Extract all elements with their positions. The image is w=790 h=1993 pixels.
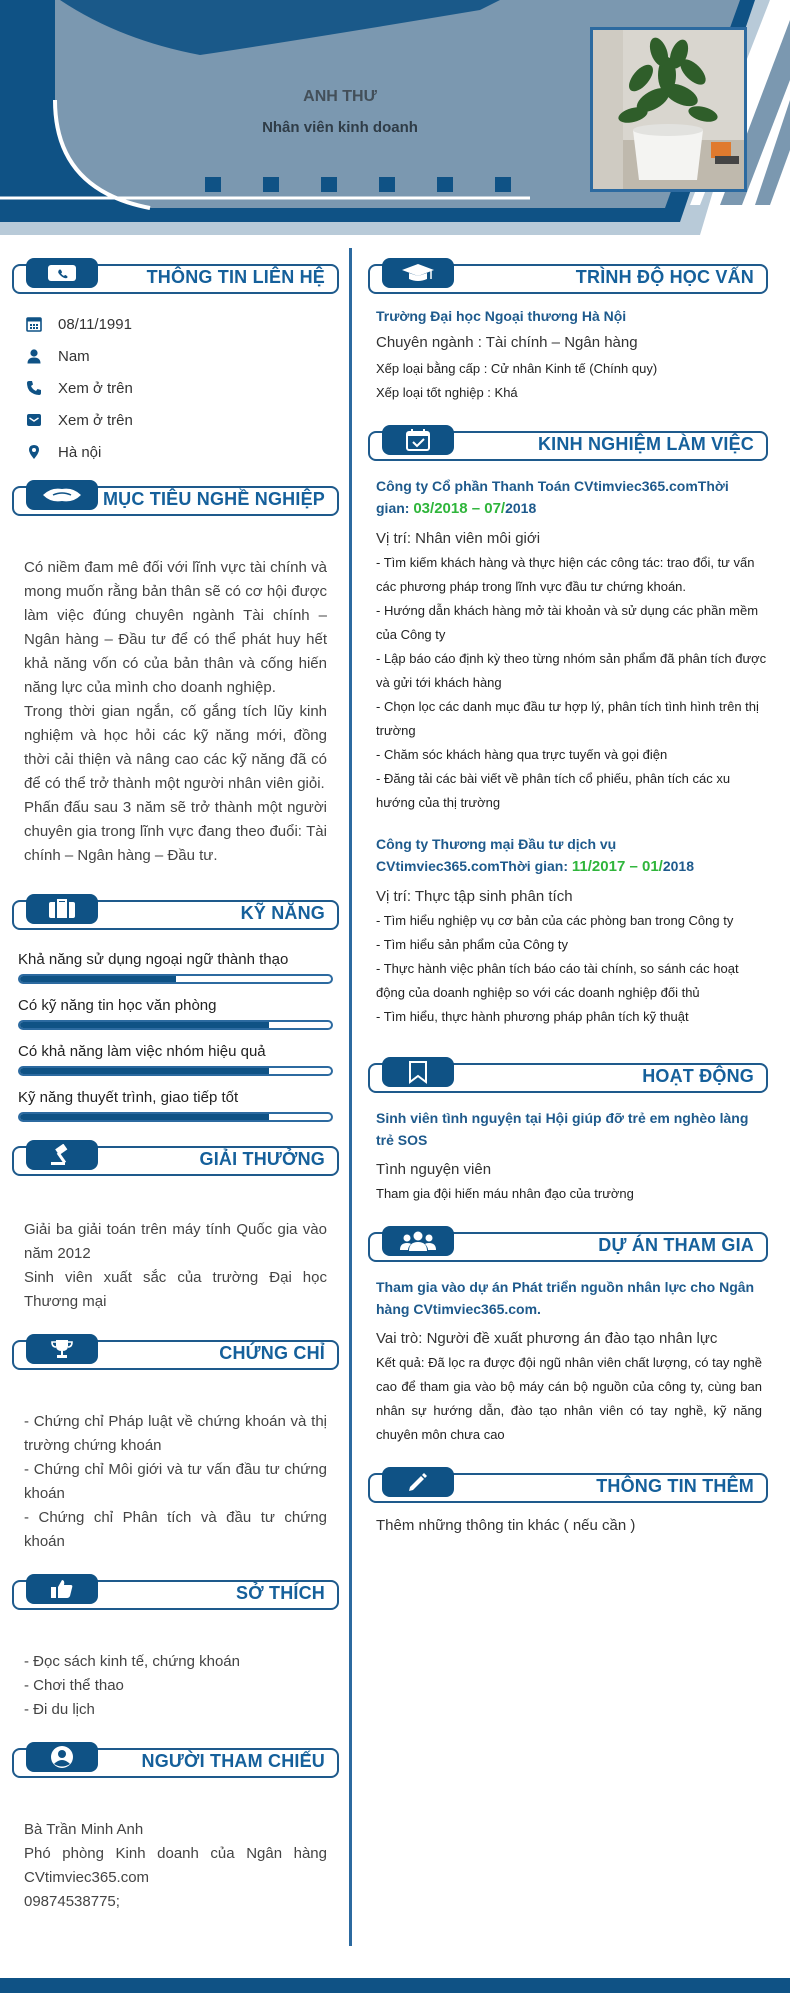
extra-section-header: [368, 1467, 768, 1503]
activity-org: Sinh viên tình nguyện tại Hội giúp đỡ trẻ em nghèo làng trẻ SOS: [376, 1110, 749, 1148]
skill-level: [20, 976, 176, 982]
contact-list: [12, 308, 339, 468]
calendar-check-icon: [404, 428, 432, 452]
awards-body: [12, 1218, 339, 1314]
extra-title: THÔNG TIN THÊM: [596, 1476, 754, 1496]
activities-body: [368, 1107, 768, 1206]
contact-value: Nam: [58, 347, 90, 365]
users-icon: [400, 1229, 436, 1253]
education-title: TRÌNH ĐỘ HỌC VẤN: [575, 267, 754, 287]
email-icon: [26, 412, 42, 428]
job-task: - Chăm sóc khách hàng qua trực tuyến và gọi điện: [376, 747, 668, 762]
certificates-title: CHỨNG CHỈ: [219, 1343, 325, 1363]
job-task: - Tìm hiểu nghiệp vụ cơ bản của các phòng ban trong Công ty: [376, 913, 734, 928]
objective-paragraph: Trong thời gian ngắn, cố gắng tích lũy kinh nghiệm và học hỏi các kỹ năng mới, đồng thời cải thiện và nâng cao các kỹ năng đã có để có thể trở thành một người nhân viên giỏi.: [24, 703, 327, 792]
experience-section-header: [368, 425, 768, 461]
user-circle-icon: [49, 1745, 75, 1769]
handshake-icon: [41, 485, 83, 505]
activities-title: HOẠT ĐỘNG: [642, 1066, 754, 1086]
job-role: Vị trí: Thực tập sinh phân tích: [376, 888, 573, 905]
map-pin-icon: [26, 444, 42, 460]
skills-title: KỸ NĂNG: [240, 903, 325, 923]
hobbies-section-header: [12, 1574, 339, 1610]
objective-body: [12, 556, 339, 868]
references-section-header: [12, 1742, 339, 1778]
award-line: Sinh viên xuất sắc của trường Đại học Thương mại: [24, 1269, 327, 1310]
right-column: [368, 258, 768, 1534]
job-entry: [368, 475, 768, 815]
projects-title: DỰ ÁN THAM GIA: [598, 1235, 754, 1255]
phone-icon: [26, 380, 42, 396]
job-entry: [368, 833, 768, 1029]
calendar-icon: [26, 316, 42, 332]
skill-bar: [18, 1112, 333, 1122]
footer-band: [0, 1978, 790, 1993]
contact-value: 08/11/1991: [58, 315, 132, 333]
reference-line: 09874538775;: [24, 1893, 120, 1910]
hobby-line: - Đi du lịch: [24, 1701, 95, 1718]
objective-paragraph: Có niềm đam mê đối với lĩnh vực tài chính và mong muốn rằng bản thân sẽ có cơ hội được làm việc đúng chuyên ngành Tài chính – Ngân hàng – Đầu tư để có thể phát huy hết khả năng vốn có của bản thân và cống hiến năng lực của mình cho doanh nghiệp.: [24, 559, 327, 696]
profile-photo: [590, 27, 747, 192]
education-grade: Xếp loại tốt nghiệp : Khá: [376, 385, 518, 400]
awards-section-header: [12, 1140, 339, 1176]
certificate-line: - Chứng chỉ Pháp luật về chứng khoán và thị trường chứng khoán: [24, 1413, 327, 1454]
bookmark-icon: [407, 1060, 429, 1084]
job-date-year: 2018: [505, 500, 537, 516]
projects-body: [368, 1276, 768, 1447]
skill-bar: [18, 974, 333, 984]
objective-section-header: [12, 480, 339, 516]
thumbs-up-icon: [48, 1578, 76, 1600]
activity-desc: Tham gia đội hiến máu nhân đạo của trường: [376, 1186, 634, 1201]
contact-address: [24, 436, 339, 468]
user-icon: [26, 348, 42, 364]
skill-label: Kỹ năng thuyết trình, giao tiếp tốt: [18, 1089, 239, 1106]
contact-birthday: [24, 308, 339, 340]
graduation-cap-icon: [400, 262, 436, 284]
skill-bar: [18, 1020, 333, 1030]
skill-item: [18, 996, 333, 1030]
objective-paragraph: Phấn đấu sau 3 năm sẽ trở thành một người chuyên gia trong lĩnh vực đang theo đuổi: Tài chính – Ngân hàng – Đầu tư.: [24, 799, 327, 864]
pencil-icon: [406, 1470, 430, 1494]
job-company: Công ty Cổ phần Thanh Toán CVtimviec365.comThời gian: 03/2018 – 07/2018: [376, 478, 729, 517]
objective-title: MỤC TIÊU NGHỀ NGHIỆP: [102, 489, 325, 509]
hobbies-body: [12, 1650, 339, 1722]
left-column: [12, 258, 339, 1914]
skills-section-header: [12, 894, 339, 930]
candidate-title: Nhân viên kinh doanh: [262, 119, 418, 136]
job-date-year: 2018: [662, 858, 694, 874]
job-task: - Thực hành việc phân tích báo cáo tài chính, so sánh các hoạt động của doanh nghiệp so với các doanh nghiệp đối thủ: [376, 961, 739, 1000]
decorative-squares: [205, 177, 511, 192]
skill-level: [20, 1022, 269, 1028]
skills-list: [12, 950, 339, 1122]
job-task: - Chọn lọc các danh mục đầu tư hợp lý, phân tích tình hình trên thị trường: [376, 699, 759, 738]
education-body: [368, 308, 768, 405]
contact-title: THÔNG TIN LIÊN HỆ: [146, 267, 325, 287]
column-divider: [349, 248, 352, 1946]
job-role: Vị trí: Nhân viên môi giới: [376, 530, 541, 547]
project-name: Tham gia vào dự án Phát triển nguồn nhân lực cho Ngân hàng CVtimviec365.com.: [376, 1279, 755, 1317]
skill-item: [18, 950, 333, 984]
experience-title: KINH NGHIỆM LÀM VIỆC: [537, 434, 754, 454]
awards-title: GIẢI THƯỞNG: [199, 1149, 325, 1169]
reference-line: Phó phòng Kinh doanh của Ngân hàng CVtimviec365.com: [24, 1845, 327, 1886]
activity-role: Tình nguyện viên: [376, 1161, 492, 1178]
job-task: - Tìm kiếm khách hàng và thực hiện các công tác: trao đổi, tư vấn các phương pháp trong lĩnh vực đầu tư chứng khoán.: [376, 555, 755, 594]
job-company: Công ty Thương mại Đầu tư dịch vụ CVtimviec365.comThời gian: 11/2017 – 01/2018: [376, 836, 694, 875]
hobby-line: - Chơi thể thao: [24, 1677, 124, 1694]
certificates-section-header: [12, 1334, 339, 1370]
activities-section-header: [368, 1057, 768, 1093]
job-date-range: 11/2017 – 01/: [571, 858, 663, 875]
skill-level: [20, 1068, 269, 1074]
cv-header: [0, 0, 790, 245]
projects-section-header: [368, 1226, 768, 1262]
skill-label: Khả năng sử dụng ngoại ngữ thành thạo: [18, 951, 289, 968]
school-name: Trường Đại học Ngoại thương Hà Nội: [376, 308, 627, 324]
phone-card-icon: [47, 264, 77, 282]
contact-gender: [24, 340, 339, 372]
job-task: - Tìm hiểu sản phẩm của Công ty: [376, 937, 568, 952]
hobby-line: - Đọc sách kinh tế, chứng khoán: [24, 1653, 240, 1670]
contact-email: [24, 404, 339, 436]
education-degree: Xếp loại bằng cấp : Cử nhân Kinh tế (Chính quy): [376, 361, 658, 376]
skill-label: Có khả năng làm việc nhóm hiệu quả: [18, 1043, 266, 1060]
gavel-icon: [47, 1144, 77, 1166]
hobbies-title: SỞ THÍCH: [236, 1583, 325, 1603]
contact-phone: [24, 372, 339, 404]
certificate-line: - Chứng chỉ Phân tích và đầu tư chứng khoán: [24, 1509, 327, 1550]
skill-item: [18, 1042, 333, 1076]
job-tasks: [368, 909, 768, 1029]
contact-section-header: [12, 258, 339, 294]
contact-value: Xem ở trên: [58, 411, 133, 429]
job-task: - Lập báo cáo định kỳ theo từng nhóm sản phẩm đã phân tích được và gửi tới khách hàng: [376, 651, 767, 690]
job-task: - Hướng dẫn khách hàng mở tài khoản và sử dụng các phần mềm của Công ty: [376, 603, 759, 642]
contact-value: Hà nội: [58, 443, 102, 461]
candidate-name: ANH THƯ: [303, 88, 377, 105]
job-task: - Đăng tải các bài viết về phân tích cổ phiếu, phân tích các xu hướng của thị trường: [376, 771, 731, 810]
skill-label: Có kỹ năng tin học văn phòng: [18, 997, 217, 1014]
references-title: NGƯỜI THAM CHIẾU: [141, 1751, 325, 1771]
references-body: [12, 1818, 339, 1914]
contact-value: Xem ở trên: [58, 379, 133, 397]
extra-text: Thêm những thông tin khác ( nếu cần ): [376, 1517, 636, 1534]
skill-item: [18, 1088, 333, 1122]
job-tasks: [368, 551, 768, 815]
education-major: Chuyên ngành : Tài chính – Ngân hàng: [376, 334, 638, 351]
job-task: - Tìm hiểu, thực hành phương pháp phân tích kỹ thuật: [376, 1009, 689, 1024]
job-date-range: 03/2018 – 07/: [413, 500, 506, 517]
award-line: Giải ba giải toán trên máy tính Quốc gia vào năm 2012: [24, 1221, 327, 1262]
trophy-icon: [49, 1338, 75, 1360]
reference-line: Bà Trần Minh Anh: [24, 1821, 144, 1838]
education-section-header: [368, 258, 768, 294]
skill-bar: [18, 1066, 333, 1076]
skill-level: [20, 1114, 269, 1120]
certificate-line: - Chứng chỉ Môi giới và tư vấn đầu tư chứng khoán: [24, 1461, 327, 1502]
project-result: Kết quả: Đã lọc ra được đội ngũ nhân viên chất lượng, có tay nghề cao để tham gia vào bộ máy cán bộ nguồn của công ty, cùng ban nhân sự hướng dẫn, đào tạo nhân viên có tay nghề, kỹ năng chuyên môn chưa cao: [376, 1355, 762, 1442]
project-role: Vai trò: Người đề xuất phương án đào tạo nhân lực: [376, 1330, 718, 1347]
certificates-body: [12, 1410, 339, 1554]
briefcase-icon: [47, 898, 77, 920]
